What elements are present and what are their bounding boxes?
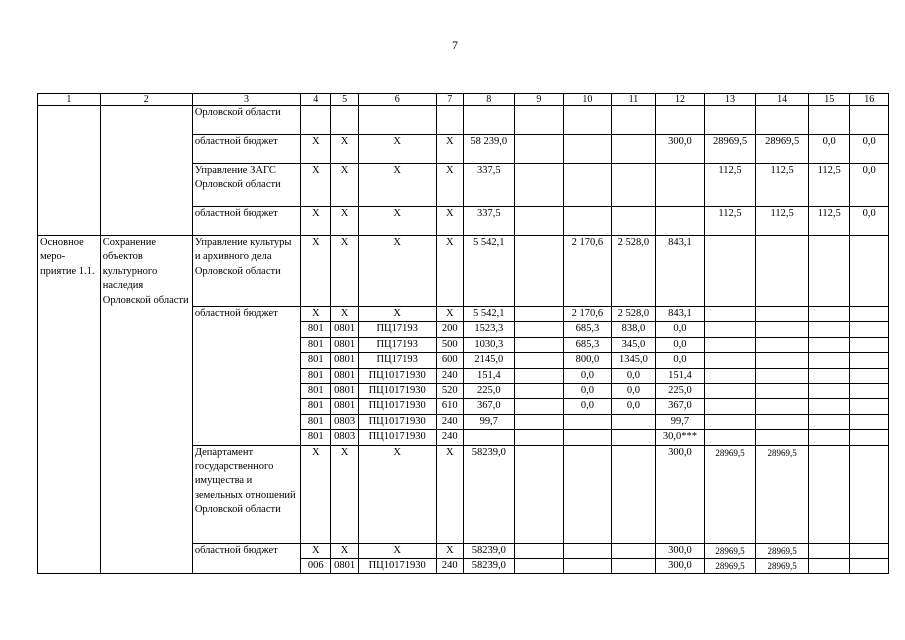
cell-col-15	[808, 384, 849, 399]
cell-col-7: Х	[436, 445, 463, 543]
cell: 843,1	[656, 236, 705, 307]
cell-col-11	[611, 543, 656, 558]
cell-col-12: 30,0***	[656, 430, 705, 445]
cell-col-14	[756, 430, 809, 445]
cell-col-8: 337,5	[463, 207, 514, 236]
cell	[611, 106, 656, 135]
cell-col-16	[850, 384, 889, 399]
cell-col-8: 58 239,0	[463, 135, 514, 164]
cell-col-8: 367,0	[463, 399, 514, 414]
cell-col-6: ПЦ10171930	[358, 368, 436, 383]
cell	[564, 106, 612, 135]
cell-col-9	[514, 384, 564, 399]
cell-col-5: Х	[331, 135, 358, 164]
cell-col-16	[850, 353, 889, 368]
cell-col-6: Х	[358, 164, 436, 207]
row-label: областной бюджет	[192, 135, 300, 164]
cell-col-5: 0801	[331, 337, 358, 352]
cell-col-9	[514, 399, 564, 414]
column-header-7: 7	[436, 94, 463, 106]
cell-col-10: 685,3	[564, 337, 612, 352]
cell-col-6: ПЦ17193	[358, 322, 436, 337]
column-header-10: 10	[564, 94, 612, 106]
cell-col-4: Х	[301, 207, 331, 236]
cell-col-13: 112,5	[704, 207, 756, 236]
cell-col-9	[514, 353, 564, 368]
cell-col-11	[611, 135, 656, 164]
cell	[850, 106, 889, 135]
cell	[656, 106, 705, 135]
cell-col-9	[514, 445, 564, 543]
cell	[704, 106, 756, 135]
table-row	[38, 106, 889, 135]
row-label: Управление ЗАГС Орловской области	[192, 164, 300, 207]
cell-col-14: 28969,5	[756, 559, 809, 574]
cell-col-4: 801	[301, 384, 331, 399]
cell-col-14: 28969,5	[756, 135, 809, 164]
cell-col-5: Х	[331, 164, 358, 207]
cell-col-5: 0801	[331, 322, 358, 337]
cell-col-8: 5 542,1	[463, 307, 514, 322]
cell-col-6: ПЦ10171930	[358, 384, 436, 399]
cell-col-8: 2145,0	[463, 353, 514, 368]
cell-col-10	[564, 445, 612, 543]
cell-col-5: 0801	[331, 368, 358, 383]
cell-col-5: 0801	[331, 384, 358, 399]
column-header-4: 4	[301, 94, 331, 106]
cell-col-11: 345,0	[611, 337, 656, 352]
cell-col-13	[704, 384, 756, 399]
cell: Х	[436, 236, 463, 307]
cell-col-8: 337,5	[463, 164, 514, 207]
cell-col-15: 112,5	[808, 164, 849, 207]
cell-col-12: 843,1	[656, 307, 705, 322]
cell	[808, 236, 849, 307]
column-header-1: 1	[38, 94, 101, 106]
cell-col-15	[808, 368, 849, 383]
cell-col-8: 58239,0	[463, 445, 514, 543]
cell-col-14: 112,5	[756, 164, 809, 207]
cell: 2 528,0	[611, 236, 656, 307]
cell-col-15	[808, 430, 849, 445]
cell-col-4: 801	[301, 414, 331, 429]
cell-col-9	[514, 559, 564, 574]
cell-col-10: 2 170,6	[564, 307, 612, 322]
cell-col-13	[704, 353, 756, 368]
cell-col-13: 28969,5	[704, 543, 756, 558]
cell-col-6: ПЦ10171930	[358, 414, 436, 429]
cell-col-4: 801	[301, 430, 331, 445]
cell-col-11: 1345,0	[611, 353, 656, 368]
cell-col-11: 0,0	[611, 384, 656, 399]
cell-col-6: Х	[358, 307, 436, 322]
cell-col-16	[850, 399, 889, 414]
activity-name: Сохранение объектов культурного наследия Орловской области	[100, 236, 192, 574]
cell-col-16: 0,0	[850, 164, 889, 207]
cell-col-13	[704, 322, 756, 337]
cell-col-8: 58239,0	[463, 543, 514, 558]
cell-col-8: 225,0	[463, 384, 514, 399]
cell-col-10	[564, 135, 612, 164]
cell-col-6: ПЦ17193	[358, 337, 436, 352]
cell-col-11: 838,0	[611, 322, 656, 337]
cell-col-11	[611, 445, 656, 543]
cell-col-5: 0803	[331, 414, 358, 429]
cell-col-4: 801	[301, 337, 331, 352]
cell-col-12: 0,0	[656, 322, 705, 337]
cell-col-14	[756, 414, 809, 429]
cell	[756, 106, 809, 135]
cell-col-8: 1030,3	[463, 337, 514, 352]
cell-col-4: Х	[301, 543, 331, 558]
cell-col-16	[850, 559, 889, 574]
row-label: Орловской области	[192, 106, 300, 135]
cell-col-13	[704, 307, 756, 322]
cell-col-15	[808, 353, 849, 368]
main-activity-label: Основное меро-приятие 1.1.	[38, 236, 101, 574]
cell-col-6: Х	[358, 543, 436, 558]
cell-col-16	[850, 414, 889, 429]
cell-col-9	[514, 368, 564, 383]
cell	[463, 106, 514, 135]
cell-col-6: Х	[358, 207, 436, 236]
column-header-13: 13	[704, 94, 756, 106]
cell-col-11	[611, 559, 656, 574]
cell-col-7: 240	[436, 368, 463, 383]
cell-col-8: 1523,3	[463, 322, 514, 337]
cell-col-5: 0803	[331, 430, 358, 445]
cell-col-10	[564, 430, 612, 445]
cell-col-15: 112,5	[808, 207, 849, 236]
cell-col-7: 520	[436, 384, 463, 399]
cell-col-13: 112,5	[704, 164, 756, 207]
cell-col-6: ПЦ17193	[358, 353, 436, 368]
cell-col-5: Х	[331, 445, 358, 543]
cell-col-7: 600	[436, 353, 463, 368]
page-number: 7	[452, 38, 458, 52]
row-label: областной бюджет	[192, 207, 300, 236]
cell-col-10: 0,0	[564, 384, 612, 399]
cell-col-12: 300,0	[656, 445, 705, 543]
cell-col-15	[808, 307, 849, 322]
cell-col-8: 99,7	[463, 414, 514, 429]
cell-col-11: 0,0	[611, 368, 656, 383]
cell-col-6: ПЦ10171930	[358, 399, 436, 414]
cell-col-6: ПЦ10171930	[358, 559, 436, 574]
cell-col-9	[514, 414, 564, 429]
cell-col-15	[808, 337, 849, 352]
header-row	[38, 94, 889, 106]
cell-col-9	[514, 543, 564, 558]
cell-col-15	[808, 559, 849, 574]
cell-col-7: 240	[436, 559, 463, 574]
cell-col-9	[514, 207, 564, 236]
cell-col-15	[808, 414, 849, 429]
cell-col-6: ПЦ10171930	[358, 430, 436, 445]
cell-col-5: 0801	[331, 353, 358, 368]
cell-col-9	[514, 307, 564, 322]
cell-col-5: 0801	[331, 399, 358, 414]
column-header-6: 6	[358, 94, 436, 106]
cell-col-10: 685,3	[564, 322, 612, 337]
cell-col-8: 151,4	[463, 368, 514, 383]
cell-col-8: 58239,0	[463, 559, 514, 574]
table-row	[38, 236, 889, 307]
cell-col-4: 801	[301, 399, 331, 414]
cell-col-9	[514, 135, 564, 164]
cell-col-15: 0,0	[808, 135, 849, 164]
cell-col-10	[564, 207, 612, 236]
cell-col-4: 006	[301, 559, 331, 574]
cell-col-10	[564, 559, 612, 574]
cell-col-11	[611, 414, 656, 429]
cell	[301, 106, 331, 135]
cell-col-16	[850, 543, 889, 558]
column-header-14: 14	[756, 94, 809, 106]
cell-col-11: 0,0	[611, 399, 656, 414]
cell-col-14	[756, 307, 809, 322]
cell: 2 170,6	[564, 236, 612, 307]
cell	[808, 106, 849, 135]
cell-col-13: 28969,5	[704, 135, 756, 164]
cell-col-15	[808, 322, 849, 337]
cell-col-16: 0,0	[850, 207, 889, 236]
column-header-8: 8	[463, 94, 514, 106]
cell-col-9	[514, 337, 564, 352]
cell-col-12: 367,0	[656, 399, 705, 414]
column-header-11: 11	[611, 94, 656, 106]
cell-col-14	[756, 337, 809, 352]
cell-col-13	[704, 414, 756, 429]
cell-col-12	[656, 207, 705, 236]
cell-col-7: Х	[436, 207, 463, 236]
cell-col-12: 0,0	[656, 337, 705, 352]
cell-col-7: Х	[436, 543, 463, 558]
cell-col-10	[564, 543, 612, 558]
cell-col-5: Х	[331, 543, 358, 558]
column-header-2: 2	[100, 94, 192, 106]
cell-col-7: Х	[436, 307, 463, 322]
cell	[331, 106, 358, 135]
cell-col-9	[514, 164, 564, 207]
cell: Х	[331, 236, 358, 307]
cell	[704, 236, 756, 307]
column-header-5: 5	[331, 94, 358, 106]
cell-col-10: 0,0	[564, 368, 612, 383]
cell-col-4: Х	[301, 135, 331, 164]
cell-col-4: 801	[301, 368, 331, 383]
cell-col-7: Х	[436, 135, 463, 164]
cell	[38, 106, 101, 236]
cell-col-13	[704, 337, 756, 352]
cell-col-12: 0,0	[656, 353, 705, 368]
cell-col-13	[704, 399, 756, 414]
cell: Х	[301, 236, 331, 307]
cell-col-8	[463, 430, 514, 445]
cell-col-7: 240	[436, 414, 463, 429]
cell-col-4: Х	[301, 307, 331, 322]
cell-col-10	[564, 164, 612, 207]
cell-col-15	[808, 445, 849, 543]
cell-col-4: Х	[301, 164, 331, 207]
cell-col-16	[850, 337, 889, 352]
cell-col-13	[704, 430, 756, 445]
cell	[514, 236, 564, 307]
cell-col-12: 225,0	[656, 384, 705, 399]
cell-col-16: 0,0	[850, 135, 889, 164]
cell-col-9	[514, 430, 564, 445]
row-label: Управление культуры и архивного дела Орловской области	[192, 236, 300, 307]
cell-col-13	[704, 368, 756, 383]
cell-col-14	[756, 399, 809, 414]
cell-col-15	[808, 543, 849, 558]
cell-col-7: 500	[436, 337, 463, 352]
cell	[436, 106, 463, 135]
cell-col-12: 300,0	[656, 135, 705, 164]
cell-col-16	[850, 445, 889, 543]
cell-col-16	[850, 430, 889, 445]
cell-col-6: Х	[358, 445, 436, 543]
cell-col-4: Х	[301, 445, 331, 543]
cell-col-10: 0,0	[564, 399, 612, 414]
cell-col-14: 28969,5	[756, 445, 809, 543]
cell-col-12: 300,0	[656, 559, 705, 574]
column-header-12: 12	[656, 94, 705, 106]
cell-col-14: 28969,5	[756, 543, 809, 558]
cell-col-15	[808, 399, 849, 414]
column-header-16: 16	[850, 94, 889, 106]
cell-col-5: Х	[331, 307, 358, 322]
column-header-15: 15	[808, 94, 849, 106]
cell-col-11: 2 528,0	[611, 307, 656, 322]
cell-col-7: 240	[436, 430, 463, 445]
cell-col-11	[611, 207, 656, 236]
cell-col-11	[611, 164, 656, 207]
cell-col-7: Х	[436, 164, 463, 207]
cell	[756, 236, 809, 307]
cell-col-5: Х	[331, 207, 358, 236]
cell: Х	[358, 236, 436, 307]
cell-col-16	[850, 307, 889, 322]
cell-col-4: 801	[301, 322, 331, 337]
cell-col-10	[564, 414, 612, 429]
table-body	[38, 94, 889, 574]
cell-col-14: 112,5	[756, 207, 809, 236]
cell-col-14	[756, 384, 809, 399]
column-header-9: 9	[514, 94, 564, 106]
budget-table	[37, 93, 889, 574]
cell	[358, 106, 436, 135]
column-header-3: 3	[192, 94, 300, 106]
cell-col-4: 801	[301, 353, 331, 368]
row-label: Департамент государственного имущества и земельных отношений Орловской области	[192, 445, 300, 543]
cell-col-14	[756, 368, 809, 383]
row-label: областной бюджет	[192, 307, 300, 446]
cell-col-11	[611, 430, 656, 445]
cell-col-10: 800,0	[564, 353, 612, 368]
cell-col-7: 200	[436, 322, 463, 337]
cell-col-13: 28969,5	[704, 445, 756, 543]
cell-col-12: 151,4	[656, 368, 705, 383]
cell-col-16	[850, 322, 889, 337]
row-label: областной бюджет	[192, 543, 300, 574]
cell	[100, 106, 192, 236]
cell-col-7: 610	[436, 399, 463, 414]
cell-col-13: 28969,5	[704, 559, 756, 574]
cell-col-6: Х	[358, 135, 436, 164]
cell-col-12: 99,7	[656, 414, 705, 429]
cell	[850, 236, 889, 307]
cell-col-16	[850, 368, 889, 383]
cell-col-9	[514, 322, 564, 337]
cell-col-5: 0801	[331, 559, 358, 574]
cell-col-12	[656, 164, 705, 207]
cell: 5 542,1	[463, 236, 514, 307]
cell-col-14	[756, 322, 809, 337]
cell-col-12: 300,0	[656, 543, 705, 558]
cell-col-14	[756, 353, 809, 368]
cell	[514, 106, 564, 135]
